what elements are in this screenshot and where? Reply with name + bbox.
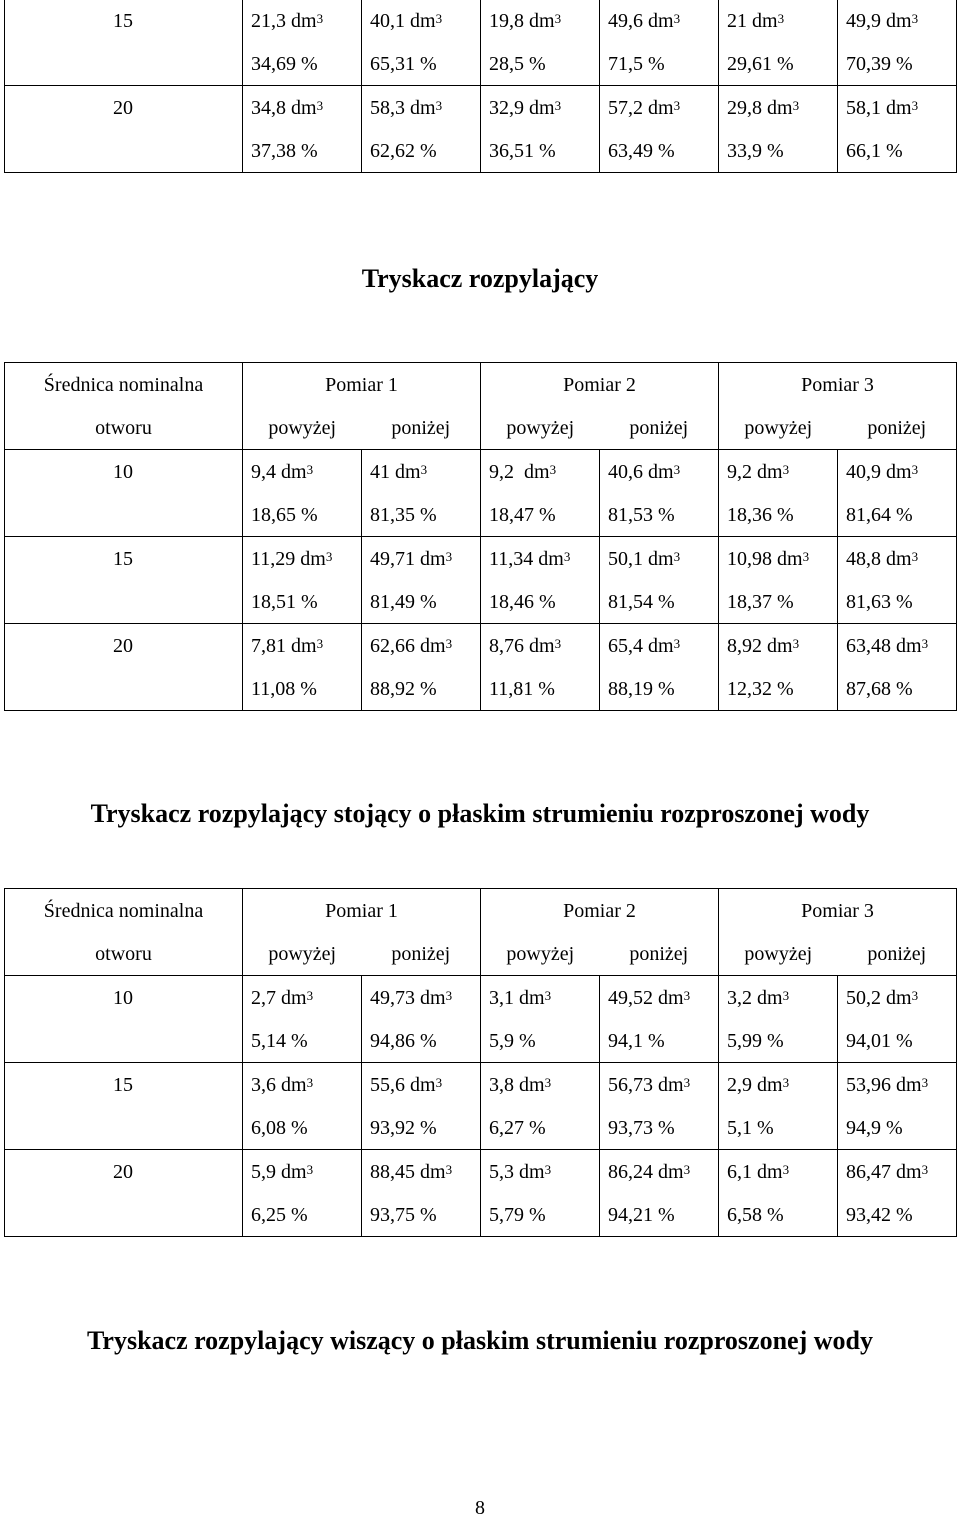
measurement-cell: [481, 624, 600, 711]
group-label: Pomiar 3: [801, 373, 874, 396]
sub-label: powyżej: [744, 942, 813, 965]
measurement-cell: [481, 1063, 600, 1150]
volume-line: 40,1 dm $^3$: [370, 9, 443, 32]
diameter-value: 10: [113, 986, 133, 1009]
measurement-cell: [481, 86, 600, 173]
measurement-cell: [243, 0, 362, 86]
volume-value: 49,9 dm: [846, 9, 912, 32]
volume-line: 40,6 dm $^3$: [608, 460, 681, 483]
volume-value: 21 dm: [727, 9, 778, 32]
diameter-value: 15: [113, 9, 133, 32]
measurement-cell: [243, 450, 362, 537]
results-table-continued: [4, 0, 957, 173]
volume-line: 41 dm $^3$: [370, 460, 428, 483]
measurement-cell: [600, 0, 719, 86]
measurement-cell: [481, 0, 600, 86]
measurement-cell: [719, 0, 838, 86]
volume-value: 55,6 dm: [370, 1073, 436, 1096]
measurement-cell: [838, 86, 957, 173]
volume-line: 19,8 dm $^3$: [489, 9, 562, 32]
percent-value: 94,01 %: [846, 1029, 913, 1052]
header-label: Średnica nominalna: [43, 373, 204, 396]
volume-value: 49,71 dm: [370, 547, 446, 570]
sub-label: poniżej: [629, 942, 689, 965]
percent-value: 5,9 %: [489, 1029, 536, 1052]
sub-label: powyżej: [268, 416, 337, 439]
percent-value: 18,36 %: [727, 503, 794, 526]
measurement-cell: [362, 976, 481, 1063]
percent-value: 94,21 %: [608, 1203, 675, 1226]
diameter-cell: [5, 86, 243, 173]
measurement-cell: [719, 1150, 838, 1237]
percent-value: 81,63 %: [846, 590, 913, 613]
table-row: [5, 0, 957, 86]
measurement-cell: [481, 537, 600, 624]
table-body: [5, 976, 957, 1237]
volume-value: 10,98 dm: [727, 547, 803, 570]
sub-label: poniżej: [629, 416, 689, 439]
volume-line: 57,2 dm $^3$: [608, 96, 681, 119]
table-row: [5, 976, 957, 1063]
volume-line: 7,81 dm $^3$: [251, 634, 324, 657]
group-header-cell: [481, 363, 719, 450]
volume-value: 49,73 dm: [370, 986, 446, 1009]
volume-line: 56,73 dm $^3$: [608, 1073, 691, 1096]
group-label: Pomiar 1: [325, 899, 398, 922]
volume-line: 49,52 dm $^3$: [608, 986, 691, 1009]
volume-line: 62,66 dm $^3$: [370, 634, 453, 657]
volume-value: 8,92 dm: [727, 634, 793, 657]
diameter-cell: [5, 1063, 243, 1150]
measurement-cell: [600, 1063, 719, 1150]
measurement-cell: [719, 976, 838, 1063]
volume-value: 56,73 dm: [608, 1073, 684, 1096]
volume-line: 49,73 dm $^3$: [370, 986, 453, 1009]
percent-value: 81,49 %: [370, 590, 437, 613]
volume-value: 63,48 dm: [846, 634, 922, 657]
measurement-cell: [719, 450, 838, 537]
measurement-cell: [838, 624, 957, 711]
measurement-cell: [600, 624, 719, 711]
measurement-cell: [243, 86, 362, 173]
volume-value: 6,1 dm: [727, 1160, 783, 1183]
volume-value: 53,96 dm: [846, 1073, 922, 1096]
volume-value: 11,34 dm: [489, 547, 564, 570]
volume-value: 9,2 dm: [727, 460, 783, 483]
sub-label: powyżej: [268, 942, 337, 965]
group-label: Pomiar 2: [563, 899, 636, 922]
sub-label: poniżej: [867, 942, 927, 965]
volume-line: 2,7 dm $^3$: [251, 986, 314, 1009]
percent-value: 88,19 %: [608, 677, 675, 700]
percent-value: 12,32 %: [727, 677, 794, 700]
volume-line: 3,6 dm $^3$: [251, 1073, 314, 1096]
measurement-cell: [600, 976, 719, 1063]
table-row: [5, 1063, 957, 1150]
percent-value: 29,61 %: [727, 52, 794, 75]
volume-value: 40,9 dm: [846, 460, 912, 483]
volume-line: 5,9 dm $^3$: [251, 1160, 314, 1183]
percent-value: 18,46 %: [489, 590, 556, 613]
volume-line: 2,9 dm $^3$: [727, 1073, 790, 1096]
diameter-cell: [5, 1150, 243, 1237]
diameter-cell: [5, 0, 243, 86]
volume-line: 49,71 dm $^3$: [370, 547, 453, 570]
measurement-cell: [362, 624, 481, 711]
table-row: [5, 450, 957, 537]
volume-line: 3,2 dm $^3$: [727, 986, 790, 1009]
measurement-cell: [719, 1063, 838, 1150]
volume-value: 9,4 dm: [251, 460, 307, 483]
measurement-cell: [362, 1150, 481, 1237]
sub-label: powyżej: [744, 416, 813, 439]
diameter-value: 15: [113, 547, 133, 570]
volume-value: 5,9 dm: [251, 1160, 307, 1183]
percent-value: 34,69 %: [251, 52, 318, 75]
diameter-cell: [5, 450, 243, 537]
measurement-cell: [362, 86, 481, 173]
volume-line: 49,6 dm $^3$: [608, 9, 681, 32]
volume-line: 32,9 dm $^3$: [489, 96, 562, 119]
measurement-cell: [600, 1150, 719, 1237]
measurement-cell: [719, 624, 838, 711]
group-label: Pomiar 2: [563, 373, 636, 396]
percent-value: 81,54 %: [608, 590, 675, 613]
volume-line: 10,98 dm $^3$: [727, 547, 810, 570]
sub-label: poniżej: [391, 942, 451, 965]
percent-value: 71,5 %: [608, 52, 665, 75]
volume-value: 62,66 dm: [370, 634, 446, 657]
percent-value: 93,73 %: [608, 1116, 675, 1139]
header-label: otworu: [95, 416, 152, 439]
results-table-spray-sprinkler: [4, 362, 957, 711]
volume-line: 88,45 dm $^3$: [370, 1160, 453, 1183]
percent-value: 18,37 %: [727, 590, 794, 613]
volume-value: 88,45 dm: [370, 1160, 446, 1183]
percent-value: 65,31 %: [370, 52, 437, 75]
table-row: [5, 1150, 957, 1237]
section-title-spray-sprinkler: Tryskacz rozpylający: [361, 264, 599, 293]
diameter-value: 15: [113, 1073, 133, 1096]
volume-line: 29,8 dm $^3$: [727, 96, 800, 119]
table-header: [5, 889, 957, 976]
percent-value: 81,64 %: [846, 503, 913, 526]
volume-value: 3,2 dm: [727, 986, 783, 1009]
header-label: otworu: [95, 942, 152, 965]
volume-line: 55,6 dm $^3$: [370, 1073, 443, 1096]
sub-label: poniżej: [391, 416, 451, 439]
volume-value: 58,1 dm: [846, 96, 912, 119]
group-header-cell: [243, 889, 481, 976]
measurement-cell: [362, 0, 481, 86]
volume-line: 11,29 dm $^3$: [251, 547, 333, 570]
volume-line: 21 dm $^3$: [727, 9, 785, 32]
volume-line: 40,9 dm $^3$: [846, 460, 919, 483]
measurement-cell: [600, 450, 719, 537]
percent-value: 88,92 %: [370, 677, 437, 700]
diameter-cell: [5, 537, 243, 624]
percent-value: 11,08 %: [251, 677, 317, 700]
sub-label: poniżej: [867, 416, 927, 439]
percent-value: 5,14 %: [251, 1029, 308, 1052]
volume-value: 40,6 dm: [608, 460, 674, 483]
percent-value: 70,39 %: [846, 52, 913, 75]
measurement-cell: [838, 1150, 957, 1237]
diameter-value: 20: [113, 96, 133, 119]
group-label: Pomiar 1: [325, 373, 398, 396]
volume-line: 63,48 dm $^3$: [846, 634, 929, 657]
table-row: [5, 537, 957, 624]
volume-line: 58,3 dm $^3$: [370, 96, 443, 119]
measurement-cell: [243, 537, 362, 624]
measurement-cell: [362, 450, 481, 537]
measurement-cell: [838, 537, 957, 624]
percent-value: 5,79 %: [489, 1203, 546, 1226]
volume-value: 50,1 dm: [608, 547, 674, 570]
volume-line: 53,96 dm $^3$: [846, 1073, 929, 1096]
volume-value: 50,2 dm: [846, 986, 912, 1009]
percent-value: 6,25 %: [251, 1203, 308, 1226]
volume-value: 58,3 dm: [370, 96, 436, 119]
measurement-cell: [243, 976, 362, 1063]
volume-value: 5,3 dm: [489, 1160, 545, 1183]
volume-value: 11,29 dm: [251, 547, 326, 570]
table-body: [5, 0, 957, 173]
group-header-cell: [719, 889, 957, 976]
volume-line: 50,1 dm $^3$: [608, 547, 681, 570]
percent-value: 36,51 %: [489, 139, 556, 162]
measurement-cell: [243, 1063, 362, 1150]
measurement-cell: [838, 976, 957, 1063]
volume-line: 6,1 dm $^3$: [727, 1160, 790, 1183]
volume-line: 86,24 dm $^3$: [608, 1160, 691, 1183]
diameter-header-cell: [5, 889, 243, 976]
percent-value: 81,53 %: [608, 503, 675, 526]
percent-value: 33,9 %: [727, 139, 784, 162]
percent-value: 81,35 %: [370, 503, 437, 526]
percent-value: 94,86 %: [370, 1029, 437, 1052]
percent-value: 93,75 %: [370, 1203, 437, 1226]
volume-line: 50,2 dm $^3$: [846, 986, 919, 1009]
volume-value: 49,6 dm: [608, 9, 674, 32]
volume-value: 86,24 dm: [608, 1160, 684, 1183]
results-table-standing-flat-spray: [4, 888, 957, 1237]
volume-line: 8,76 dm $^3$: [489, 634, 562, 657]
volume-value: 41 dm: [370, 460, 421, 483]
diameter-value: 10: [113, 460, 133, 483]
table-row: [5, 624, 957, 711]
group-header-cell: [719, 363, 957, 450]
diameter-value: 20: [113, 634, 133, 657]
percent-value: 18,65 %: [251, 503, 318, 526]
measurement-cell: [719, 86, 838, 173]
section-title-standing-flat-spray: Tryskacz rozpylający stojący o płaskim strumieniu rozproszonej wody: [90, 799, 870, 828]
percent-value: 18,51 %: [251, 590, 318, 613]
measurement-cell: [838, 1063, 957, 1150]
diameter-header-cell: [5, 363, 243, 450]
diameter-value: 20: [113, 1160, 133, 1183]
volume-value: 57,2 dm: [608, 96, 674, 119]
volume-line: 9,2 dm $^3$: [727, 460, 790, 483]
measurement-cell: [481, 1150, 600, 1237]
group-header-cell: [481, 889, 719, 976]
group-header-cell: [243, 363, 481, 450]
volume-line: 9,4 dm $^3$: [251, 460, 314, 483]
volume-value: 3,8 dm: [489, 1073, 545, 1096]
percent-value: 94,9 %: [846, 1116, 903, 1139]
volume-value: 65,4 dm: [608, 634, 674, 657]
volume-value: 7,81 dm: [251, 634, 317, 657]
volume-line: 5,3 dm $^3$: [489, 1160, 552, 1183]
volume-value: 3,1 dm: [489, 986, 545, 1009]
volume-line: 21,3 dm $^3$: [251, 9, 324, 32]
measurement-cell: [243, 624, 362, 711]
sub-label: powyżej: [506, 942, 575, 965]
percent-value: 5,1 %: [727, 1116, 774, 1139]
volume-line: 11,34 dm $^3$: [489, 547, 571, 570]
volume-value: 40,1 dm: [370, 9, 436, 32]
volume-line: 34,8 dm $^3$: [251, 96, 324, 119]
volume-value: 2,9 dm: [727, 1073, 783, 1096]
measurement-cell: [838, 450, 957, 537]
percent-value: 5,99 %: [727, 1029, 784, 1052]
measurement-cell: [243, 1150, 362, 1237]
measurement-cell: [600, 537, 719, 624]
percent-value: 93,42 %: [846, 1203, 913, 1226]
section-title-hanging-flat-spray: Tryskacz rozpylający wiszący o płaskim strumieniu rozproszonej wody: [87, 1326, 873, 1355]
diameter-cell: [5, 624, 243, 711]
volume-line: 86,47 dm $^3$: [846, 1160, 929, 1183]
percent-value: 6,27 %: [489, 1116, 546, 1139]
volume-value: 8,76 dm: [489, 634, 555, 657]
volume-value: 3,6 dm: [251, 1073, 307, 1096]
volume-line: 65,4 dm $^3$: [608, 634, 681, 657]
volume-line: 3,1 dm $^3$: [489, 986, 552, 1009]
volume-value: 48,8 dm: [846, 547, 912, 570]
volume-value: 2,7 dm: [251, 986, 307, 1009]
volume-value: 29,8 dm: [727, 96, 793, 119]
percent-value: 6,58 %: [727, 1203, 784, 1226]
volume-line: 48,8 dm $^3$: [846, 547, 919, 570]
percent-value: 62,62 %: [370, 139, 437, 162]
percent-value: 93,92 %: [370, 1116, 437, 1139]
table-header: [5, 363, 957, 450]
percent-value: 28,5 %: [489, 52, 546, 75]
volume-value: 86,47 dm: [846, 1160, 922, 1183]
volume-value: 34,8 dm: [251, 96, 317, 119]
measurement-cell: [362, 1063, 481, 1150]
measurement-cell: [481, 450, 600, 537]
table-row: [5, 86, 957, 173]
measurement-cell: [362, 537, 481, 624]
volume-value: 9,2 dm: [489, 460, 550, 483]
volume-line: 58,1 dm $^3$: [846, 96, 919, 119]
volume-line: 8,92 dm $^3$: [727, 634, 800, 657]
sub-label: powyżej: [506, 416, 575, 439]
diameter-cell: [5, 976, 243, 1063]
percent-value: 87,68 %: [846, 677, 913, 700]
volume-value: 21,3 dm: [251, 9, 317, 32]
measurement-cell: [481, 976, 600, 1063]
group-label: Pomiar 3: [801, 899, 874, 922]
percent-value: 37,38 %: [251, 139, 318, 162]
volume-line: 9,2 dm $^3$: [489, 460, 557, 483]
measurement-cell: [719, 537, 838, 624]
volume-line: 3,8 dm $^3$: [489, 1073, 552, 1096]
measurement-cell: [600, 86, 719, 173]
page-number: 8: [475, 1497, 485, 1519]
percent-value: 94,1 %: [608, 1029, 665, 1052]
table-body: [5, 450, 957, 711]
volume-value: 32,9 dm: [489, 96, 555, 119]
percent-value: 18,47 %: [489, 503, 556, 526]
volume-value: 49,52 dm: [608, 986, 684, 1009]
volume-value: 19,8 dm: [489, 9, 555, 32]
percent-value: 6,08 %: [251, 1116, 308, 1139]
percent-value: 11,81 %: [489, 677, 555, 700]
measurement-cell: [838, 0, 957, 86]
header-label: Średnica nominalna: [43, 899, 204, 922]
percent-value: 63,49 %: [608, 139, 675, 162]
volume-line: 49,9 dm $^3$: [846, 9, 919, 32]
percent-value: 66,1 %: [846, 139, 903, 162]
